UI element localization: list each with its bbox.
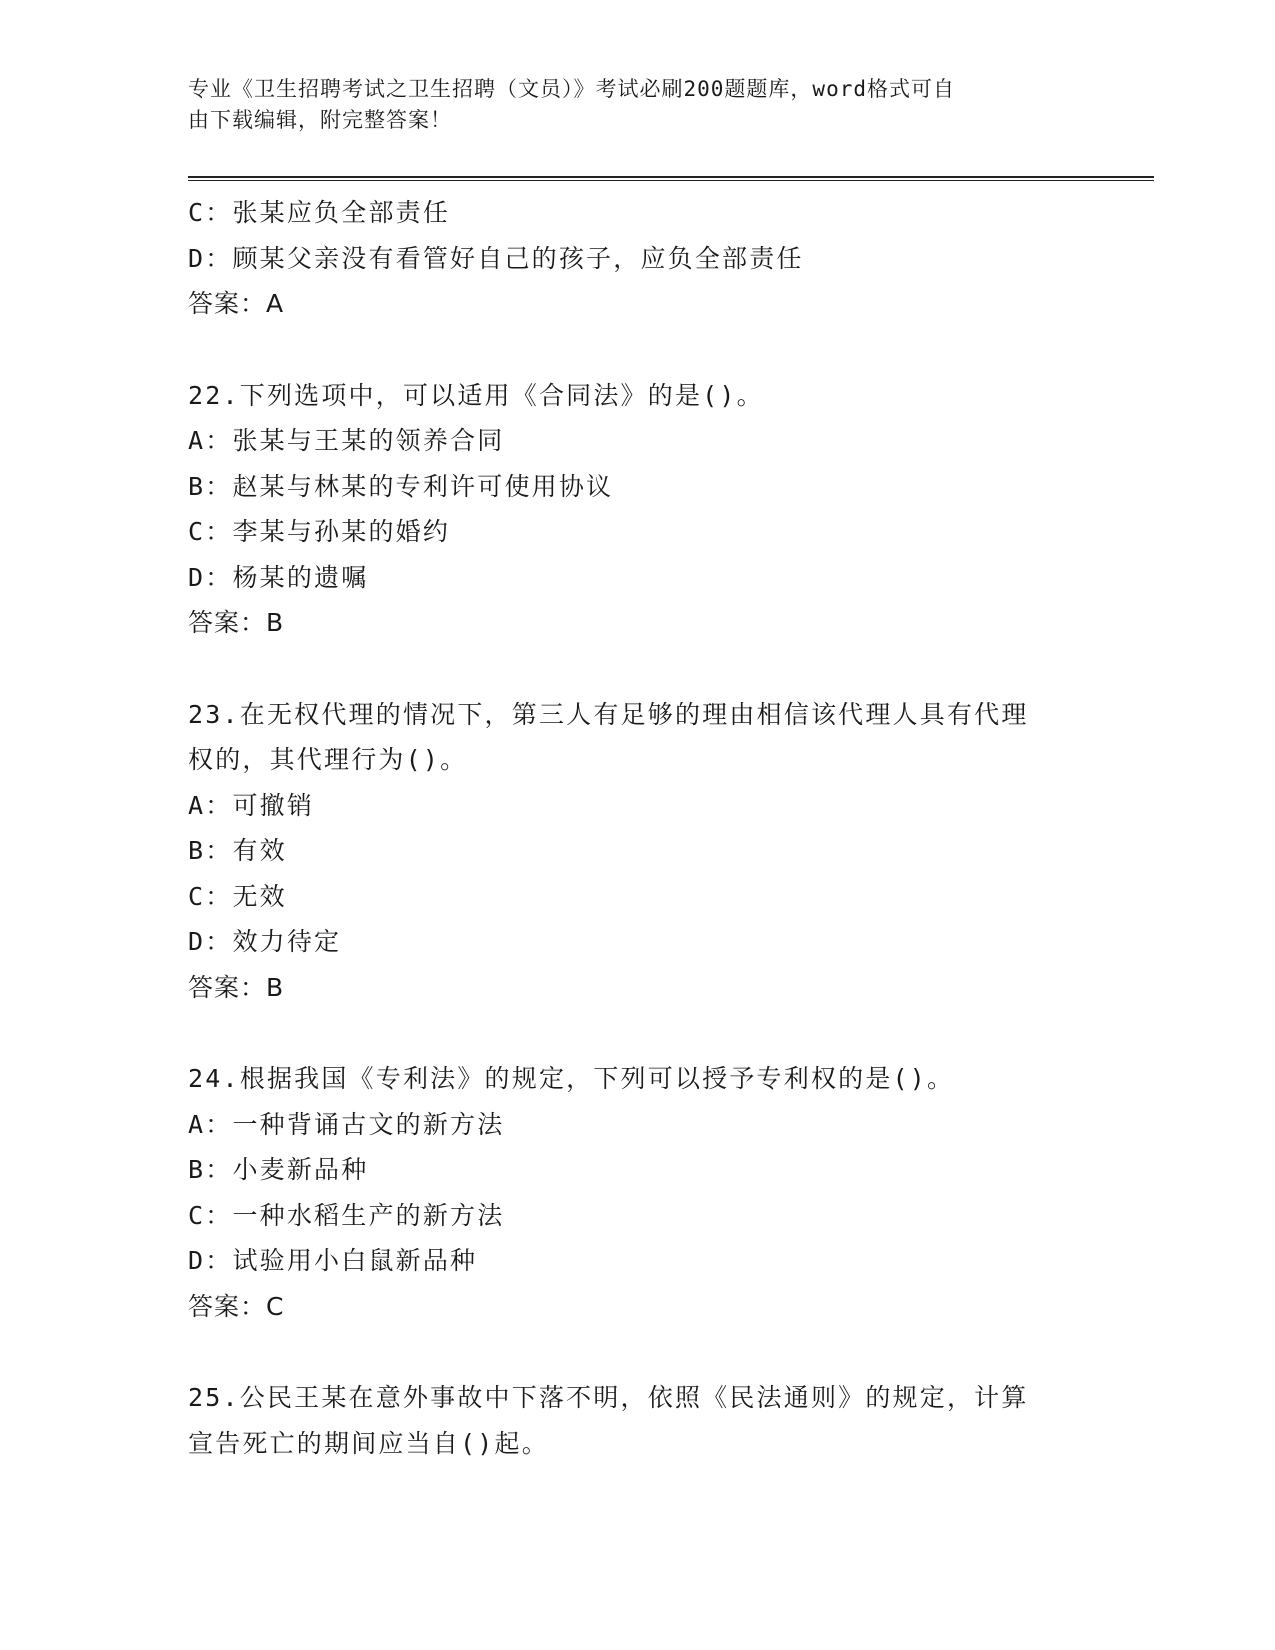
option-b: B：赵某与林某的专利许可使用协议: [188, 471, 614, 501]
option-a: A：一种背诵古文的新方法: [188, 1109, 505, 1139]
answer-line: 答案：A: [188, 289, 285, 318]
answer-line: 答案：B: [188, 608, 285, 637]
option-c: C：张某应负全部责任: [188, 198, 451, 227]
question-22: [188, 373, 1088, 646]
header-line-2: 由下载编辑，附完整答案！: [188, 108, 452, 132]
question-stem: 23.在无权代理的情况下，第三人有足够的理由相信该代理人具有代理: [188, 699, 1029, 729]
option-d: D：效力待定: [188, 927, 342, 956]
option-b: B：小麦新品种: [188, 1155, 369, 1184]
question-21-tail: [188, 190, 1088, 327]
option-d: D：顾某父亲没有看管好自己的孩子，应负全部责任: [188, 243, 804, 273]
page-header: [188, 74, 1068, 136]
question-24: [188, 1056, 1088, 1329]
answer-line: 答案：C: [188, 1291, 285, 1321]
option-a: A：张某与王某的领养合同: [188, 426, 505, 455]
option-c: C：一种水稻生产的新方法: [188, 1200, 505, 1230]
question-25: [188, 1375, 1088, 1466]
option-b: B：有效: [188, 836, 287, 865]
option-d: D：杨某的遗嘱: [188, 562, 369, 592]
answer-line: 答案：B: [188, 972, 285, 1002]
question-stem-continued: 权的，其代理行为()。: [188, 745, 468, 774]
question-stem: 25.公民王某在意外事故中下落不明，依照《民法通则》的规定，计算: [188, 1383, 1029, 1412]
question-list: [188, 190, 1088, 1466]
option-c: C：李某与孙某的婚约: [188, 517, 451, 546]
header-divider: [188, 176, 1154, 181]
option-d: D：试验用小白鼠新品种: [188, 1246, 478, 1275]
question-stem-continued: 宣告死亡的期间应当自()起。: [188, 1428, 549, 1458]
option-c: C：无效: [188, 881, 287, 911]
question-stem: 22.下列选项中，可以适用《合同法》的是()。: [188, 380, 764, 410]
header-line-1: 专业《卫生招聘考试之卫生招聘（文员）》考试必刷200题题库，word格式可自: [188, 77, 955, 101]
question-stem: 24.根据我国《专利法》的规定，下列可以授予专利权的是()。: [188, 1064, 955, 1093]
option-a: A：可撤销: [188, 790, 315, 820]
question-23: [188, 692, 1088, 1011]
